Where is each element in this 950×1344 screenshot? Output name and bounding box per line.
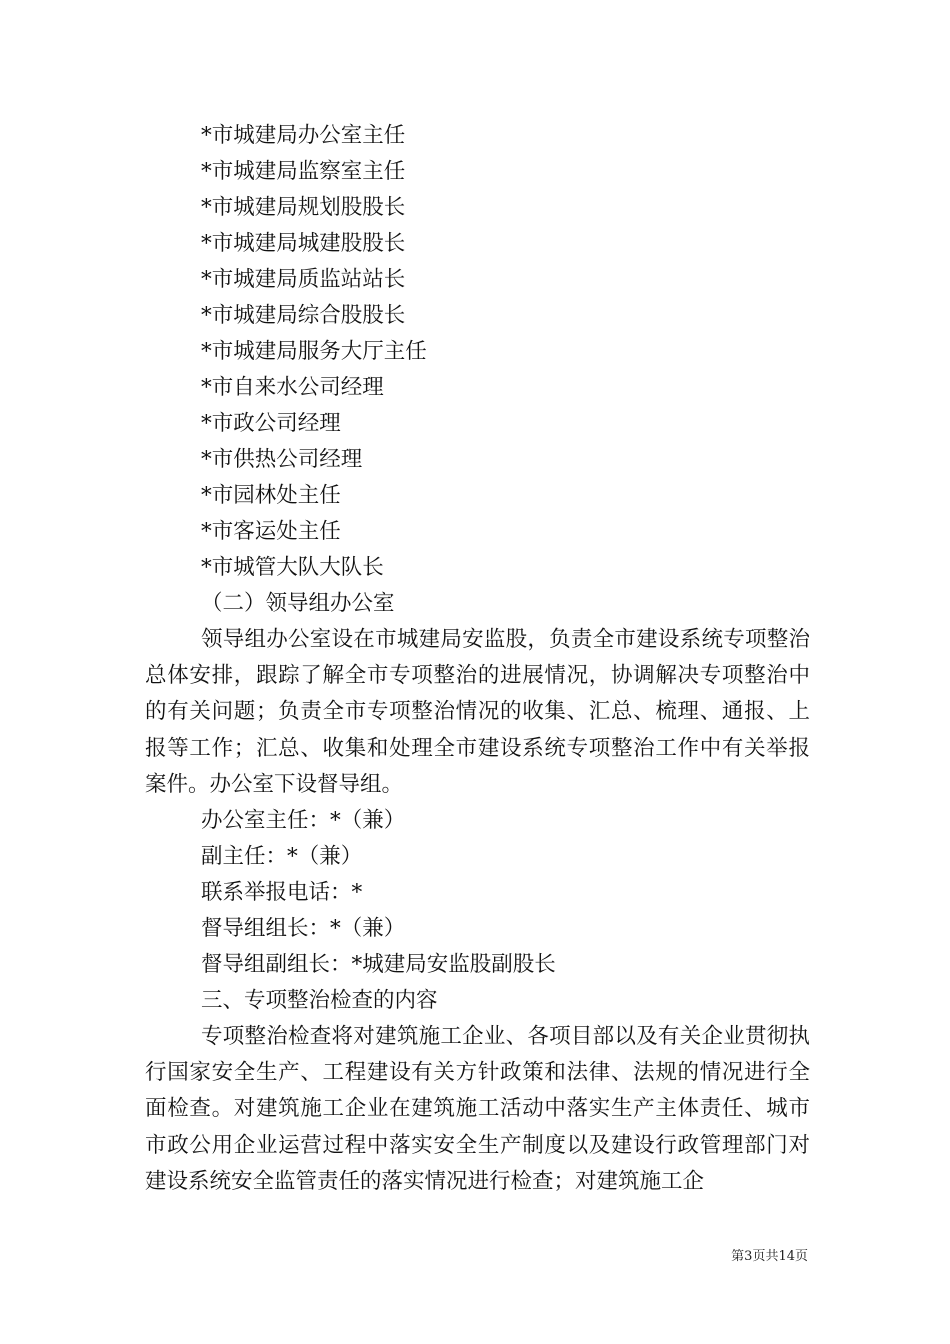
- list-item: *市城建局质监站站长: [201, 267, 406, 292]
- list-item: *市自来水公司经理: [201, 375, 384, 400]
- list-item: *市政公司经理: [201, 411, 341, 436]
- office-paragraph: 领导组办公室设在市城建局安监股，负责全市建设系统专项整治总体安排，跟踪了解全市专项整治的进展情况，协调解决专项整治中的有关问题；负责全市专项整治情况的收集、汇总、梳理、通报、上报等工作；汇总、收集和处理全市建设系统专项整治工作中有关举报案件。办公室下设督导组。: [145, 627, 810, 797]
- list-item: *市城建局服务大厅主任: [201, 339, 427, 364]
- list-item: *市城建局监察室主任: [201, 159, 406, 184]
- office-role-line: 副主任：*（兼）: [201, 844, 363, 870]
- list-item: *市园林处主任: [201, 483, 341, 508]
- list-item: *市城建局城建股股长: [201, 231, 406, 256]
- section-three-paragraph: 专项整治检查将对建筑施工企业、各项目部以及有关企业贯彻执行国家安全生产、工程建设有关方针政策和法律、法规的情况进行全面检查。对建筑施工企业在建筑施工活动中落实生产主体责任、城市市政公用企业运营过程中落实安全生产制度以及建设行政管理部门对建设系统安全监管责任的落实情况进行检查；对建筑施工企: [145, 1024, 810, 1194]
- section-heading-office: （二）领导组办公室: [201, 591, 395, 616]
- list-item: *市城建局规划股股长: [201, 195, 406, 220]
- section-heading-three: 三、专项整治检查的内容: [201, 988, 438, 1014]
- list-item: *市城建局办公室主任: [201, 123, 406, 148]
- list-item: *市城建局综合股股长: [201, 303, 406, 328]
- office-role-line: 督导组组长：*（兼）: [201, 916, 406, 942]
- office-role-line: 督导组副组长：*城建局安监股副股长: [201, 952, 556, 978]
- list-item: *市城管大队大队长: [201, 555, 384, 580]
- page-content: [145, 118, 810, 1200]
- list-item: *市客运处主任: [201, 519, 341, 544]
- office-role-line: 联系举报电话：*: [201, 880, 363, 906]
- page-number-footer: 第3页共14页: [731, 1249, 808, 1264]
- office-role-line: 办公室主任：*（兼）: [201, 808, 406, 834]
- list-item: *市供热公司经理: [201, 447, 363, 472]
